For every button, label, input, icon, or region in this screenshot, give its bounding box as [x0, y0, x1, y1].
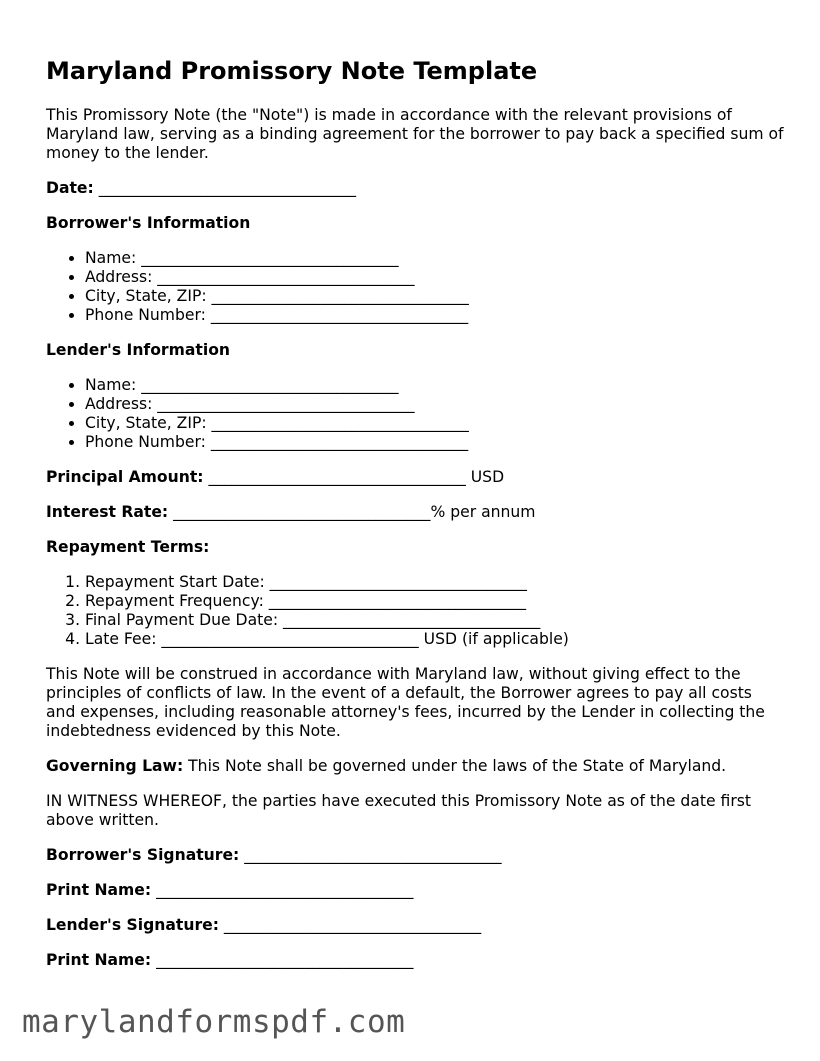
borrower-signature-label: Borrower's Signature:: [46, 846, 240, 864]
lender-phone-field: • Phone Number: _________________________________: [85, 433, 786, 452]
principal-amount-field: [46, 468, 786, 487]
interest-rate-line: _________________________________% per annum: [173, 503, 536, 521]
lender-signature-line: _________________________________: [223, 916, 482, 934]
borrower-name-field: • Name: _________________________________: [85, 249, 786, 268]
late-fee-field: 4. Late Fee: _________________________________ USD (if applicable): [85, 630, 786, 649]
borrower-address-field: • Address: _________________________________: [85, 268, 786, 287]
borrower-phone-field: • Phone Number: _________________________________: [85, 306, 786, 325]
lender-city-state-zip-field: • City, State, ZIP: _________________________________: [85, 414, 786, 433]
repayment-start-date-field: 1. Repayment Start Date: _________________________________: [85, 573, 786, 592]
borrower-print-name-line: _________________________________: [156, 881, 414, 899]
borrower-info-list: [46, 249, 786, 325]
borrower-signature-line: _________________________________: [244, 846, 502, 864]
lender-signature-label: Lender's Signature:: [46, 916, 219, 934]
borrower-heading: Borrower's Information: [46, 214, 251, 232]
principal-amount-label: Principal Amount:: [46, 468, 204, 486]
repayment-heading: Repayment Terms:: [46, 538, 210, 556]
interest-rate-label: Interest Rate:: [46, 503, 169, 521]
date-line: _________________________________: [98, 179, 356, 197]
date-label: Date:: [46, 179, 94, 197]
borrower-print-name-field: [46, 881, 786, 900]
lender-heading: Lender's Information: [46, 341, 231, 359]
lender-address-field: • Address: _________________________________: [85, 395, 786, 414]
principal-amount-line: _________________________________ USD: [208, 468, 505, 486]
intro-paragraph: This Promissory Note (the "Note") is made in accordance with the relevant provisions of Maryland law, serving as a binding agreement for the borrower to pay back a specified sum of money to the lender.: [46, 106, 784, 162]
governing-law-paragraph: [46, 757, 786, 776]
lender-signature-field: [46, 916, 786, 935]
governing-law-text: This Note shall be governed under the laws of the State of Maryland.: [188, 757, 727, 775]
repayment-terms-list: [46, 573, 786, 649]
document-title: Maryland Promissory Note Template: [46, 57, 538, 85]
lender-name-field: • Name: _________________________________: [85, 376, 786, 395]
lender-print-name-field: [46, 951, 786, 970]
borrower-print-name-label: Print Name:: [46, 881, 152, 899]
site-watermark: marylandformspdf.com: [22, 1004, 406, 1040]
lender-info-list: [46, 376, 786, 452]
lender-print-name-label: Print Name:: [46, 951, 152, 969]
witness-paragraph: IN WITNESS WHEREOF, the parties have executed this Promissory Note as of the date first above written.: [46, 792, 751, 829]
interest-rate-field: [46, 503, 786, 522]
governing-law-label: Governing Law:: [46, 757, 184, 775]
construed-paragraph: This Note will be construed in accordance with Maryland law, without giving effect to the principles of conflicts of law. In the event of a default, the Borrower agrees to pay all costs and expenses, including reasonable attorney's fees, incurred by the Lender in collecting the indebtedness evidenced by this Note.: [46, 665, 765, 740]
document-page: [46, 56, 786, 986]
borrower-city-state-zip-field: • City, State, ZIP: _________________________________: [85, 287, 786, 306]
lender-print-name-line: _________________________________: [156, 951, 414, 969]
borrower-signature-field: [46, 846, 786, 865]
repayment-frequency-field: 2. Repayment Frequency: _________________________________: [85, 592, 786, 611]
final-payment-due-date-field: 3. Final Payment Due Date: _________________________________: [85, 611, 786, 630]
date-field: [46, 179, 786, 198]
